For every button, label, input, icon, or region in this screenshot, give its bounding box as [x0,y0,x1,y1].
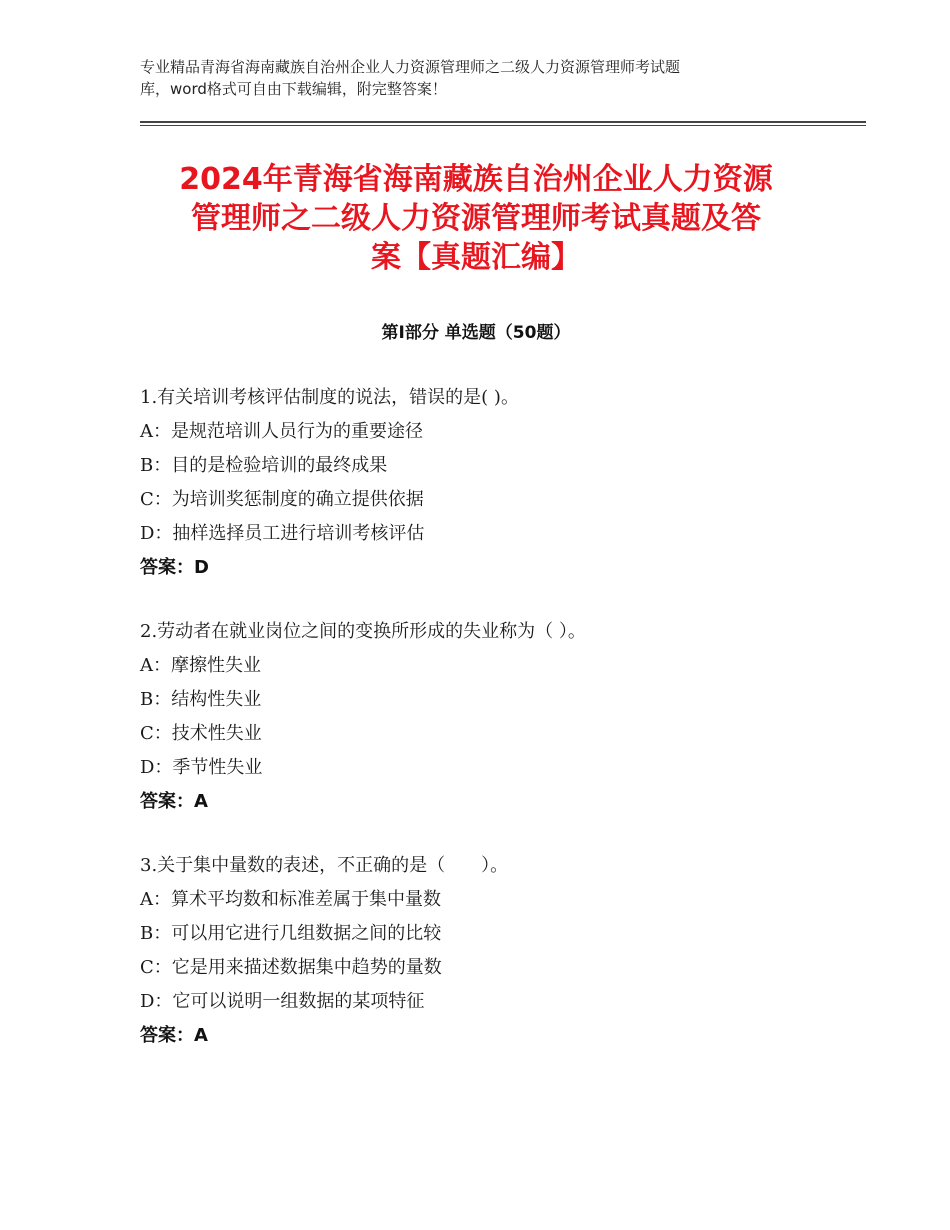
option-b: B：可以用它进行几组数据之间的比较 [140,923,442,944]
title-line-3: 案【真题汇编】 [371,240,581,275]
header-divider-thick [140,121,866,123]
header-line-2: 库，word格式可自由下载编辑，附完整答案！ [140,80,447,98]
question-3 [140,849,830,1053]
page-header [140,56,830,100]
option-c: C：为培训奖惩制度的确立提供依据 [140,489,424,510]
option-a: A：摩擦性失业 [140,655,261,676]
question-stem: 3.关于集中量数的表述，不正确的是（ ）。 [140,855,509,876]
question-2 [140,615,830,819]
answer: 答案：A [140,1025,208,1046]
title-line-1: 2024年青海省海南藏族自治州企业人力资源 [179,162,773,197]
question-list [140,381,830,1083]
document-title [140,160,812,277]
option-a: A：算术平均数和标准差属于集中量数 [140,889,441,910]
question-stem: 2.劳动者在就业岗位之间的变换所形成的失业称为（ ）。 [140,621,586,642]
header-divider-thin [140,125,866,126]
option-c: C：它是用来描述数据集中趋势的量数 [140,957,442,978]
option-a: A：是规范培训人员行为的重要途径 [140,421,423,442]
answer: 答案：D [140,557,209,578]
question-stem: 1.有关培训考核评估制度的说法，错误的是( )。 [140,387,519,408]
option-d: D：抽样选择员工进行培训考核评估 [140,523,425,544]
section-heading: 第Ⅰ部分 单选题（50题） [381,323,571,343]
header-line-1: 专业精品青海省海南藏族自治州企业人力资源管理师之二级人力资源管理师考试题 [140,58,681,76]
option-d: D：季节性失业 [140,757,263,778]
option-d: D：它可以说明一组数据的某项特征 [140,991,425,1012]
option-b: B：目的是检验培训的最终成果 [140,455,388,476]
question-1 [140,381,830,585]
option-c: C：技术性失业 [140,723,262,744]
title-line-2: 管理师之二级人力资源管理师考试真题及答 [191,201,761,236]
option-b: B：结构性失业 [140,689,262,710]
answer: 答案：A [140,791,208,812]
